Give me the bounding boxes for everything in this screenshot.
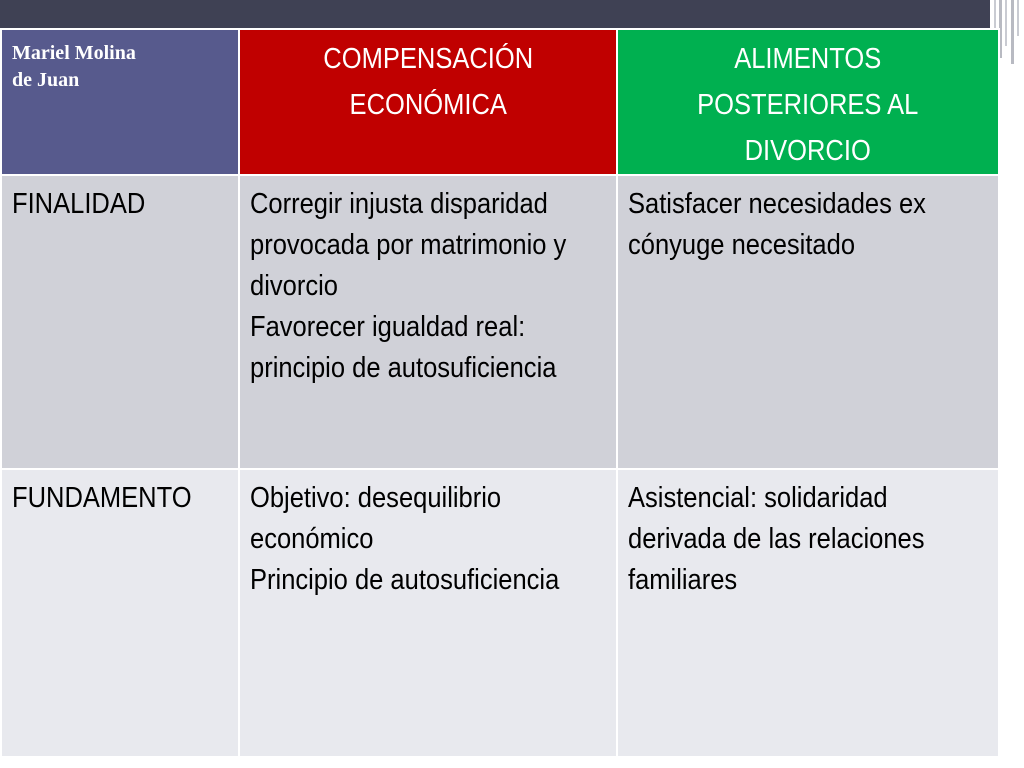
cell-finalidad-alimentos (617, 175, 999, 469)
decorative-stripe (1005, 0, 1007, 46)
header-text-line: COMPENSACIÓN (323, 43, 533, 75)
cell-fundamento-compensacion (239, 469, 617, 757)
table-row (1, 175, 999, 469)
cell-text-line: provocada por matrimonio y (250, 229, 567, 261)
cell-text-line: económico (250, 523, 374, 555)
cell-text-line: Principio de autosuficiencia (250, 564, 560, 596)
cell-fundamento-alimentos (617, 469, 999, 757)
row-label-fundamento (1, 469, 239, 757)
table-row (1, 469, 999, 757)
header-text-line: ALIMENTOS (734, 43, 882, 75)
comparison-table (0, 28, 1000, 758)
cell-text-line: divorcio (250, 270, 338, 302)
header-compensacion (239, 29, 617, 175)
cell-text-line: Asistencial: solidaridad (628, 482, 888, 514)
cell-text-line: Corregir injusta disparidad (250, 188, 548, 220)
cell-text-line: cónyuge necesitado (628, 229, 856, 261)
author-name-line: Mariel Molina (12, 42, 136, 64)
decorative-stripe (1017, 0, 1019, 36)
header-alimentos (617, 29, 999, 175)
cell-text-line: Objetivo: desequilibrio (250, 482, 502, 514)
header-text-line: POSTERIORES AL (697, 89, 919, 121)
cell-text-line: familiares (628, 564, 738, 596)
cell-text-line: Favorecer igualdad real: (250, 311, 526, 343)
author-name-line: de Juan (12, 69, 80, 91)
cell-finalidad-compensacion (239, 175, 617, 469)
top-bar (0, 0, 990, 28)
row-label: FINALIDAD (12, 188, 146, 220)
table-header-row (1, 29, 999, 175)
header-text-line: DIVORCIO (744, 135, 872, 167)
row-label: FUNDAMENTO (12, 482, 192, 514)
header-text-line: ECONÓMICA (349, 89, 507, 121)
cell-text-line: principio de autosuficiencia (250, 352, 557, 384)
row-label-finalidad (1, 175, 239, 469)
decorative-stripe (1011, 0, 1014, 64)
cell-text-line: Satisfacer necesidades ex (628, 188, 926, 220)
author-cell (1, 29, 239, 175)
cell-text-line: derivada de las relaciones (628, 523, 925, 555)
